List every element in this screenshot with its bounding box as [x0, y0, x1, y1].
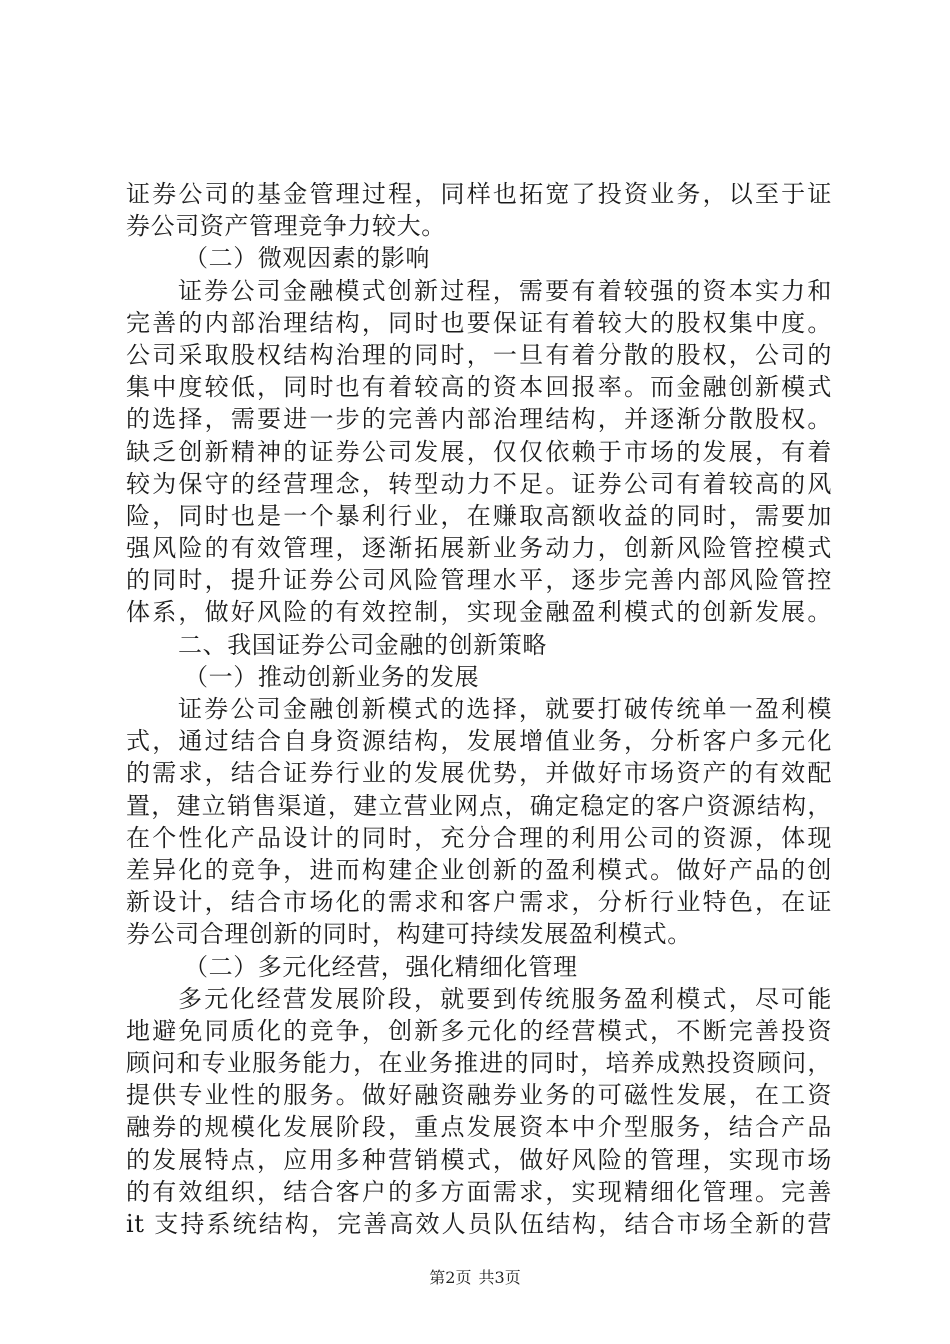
text-line: 新设计，结合市场化的需求和客户需求，分析行业特色，在证 [126, 888, 832, 917]
page-total: 共3页 [478, 1268, 521, 1287]
text-line: 证券公司的基金管理过程，同样也拓宽了投资业务，以至于证 [126, 180, 832, 208]
text-line: 地避免同质化的竞争，创新多元化的经营模式，不断完善投资 [126, 1016, 832, 1045]
text-line: 差异化的竞争，进而构建企业创新的盈利模式。做好产品的创 [126, 855, 832, 884]
text-line: 提供专业性的服务。做好融资融券业务的可磁性发展，在工资 [126, 1081, 832, 1110]
text-line: （一）推动创新业务的发展 [184, 662, 480, 691]
text-line: （二）微观因素的影响 [184, 244, 430, 273]
text-line: 完善的内部治理结构，同时也要保证有着较大的股权集中度。 [126, 308, 832, 337]
text-line: 证券公司金融模式创新过程，需要有着较强的资本实力和 [178, 276, 832, 305]
text-line: 的选择，需要进一步的完善内部治理结构，并逐渐分散股权。 [126, 405, 832, 434]
text-line: 的需求，结合证券行业的发展优势，并做好市场资产的有效配 [126, 759, 832, 788]
text-line: 券公司合理创新的同时，构建可持续发展盈利模式。 [126, 920, 692, 949]
body-text [126, 178, 832, 1240]
text-line: 多元化经营发展阶段，就要到传统服务盈利模式，尽可能 [178, 984, 832, 1013]
page-footer [0, 1268, 950, 1288]
text-line: it 支持系统结构，完善高效人员队伍结构，结合市场全新的营 [126, 1210, 832, 1238]
text-line: （二）多元化经营，强化精细化管理 [184, 952, 578, 981]
text-line: 证券公司金融创新模式的选择，就要打破传统单一盈利模 [178, 695, 832, 723]
text-line: 顾问和专业服务能力，在业务推进的同时，培养成熟投资顾问， [126, 1049, 832, 1078]
text-line: 的同时，提升证券公司风险管理水平，逐步完善内部风险管控 [126, 566, 832, 595]
page-number: 第2页 [429, 1268, 472, 1287]
text-line: 公司采取股权结构治理的同时，一旦有着分散的股权，公司的 [126, 340, 832, 369]
text-line: 券公司资产管理竞争力较大。 [126, 212, 446, 241]
text-line: 的发展特点，应用多种营销模式，做好风险的管理，实现市场 [126, 1145, 832, 1174]
text-line: 二、我国证券公司金融的创新策略 [178, 630, 547, 659]
text-line: 融券的规模化发展阶段，重点发展资本中介型服务，结合产品 [126, 1113, 832, 1142]
text-line: 集中度较低，同时也有着较高的资本回报率。而金融创新模式 [126, 373, 832, 402]
text-line: 式，通过结合自身资源结构，发展增值业务，分析客户多元化 [126, 727, 832, 756]
text-line: 强风险的有效管理，逐渐拓展新业务动力，创新风险管控模式 [126, 534, 832, 563]
text-line: 险，同时也是一个暴利行业，在赚取高额收益的同时，需要加 [126, 501, 832, 530]
text-line: 体系，做好风险的有效控制，实现金融盈利模式的创新发展。 [126, 598, 832, 627]
text-line: 在个性化产品设计的同时，充分合理的利用公司的资源，体现 [126, 823, 832, 852]
text-line: 较为保守的经营理念，转型动力不足。证券公司有着较高的风 [126, 469, 832, 498]
text-line: 置，建立销售渠道，建立营业网点，确定稳定的客户资源结构， [126, 791, 832, 820]
text-line: 的有效组织，结合客户的多方面需求，实现精细化管理。完善 [126, 1177, 832, 1206]
text-line: 缺乏创新精神的证券公司发展，仅仅依赖于市场的发展，有着 [126, 437, 832, 466]
